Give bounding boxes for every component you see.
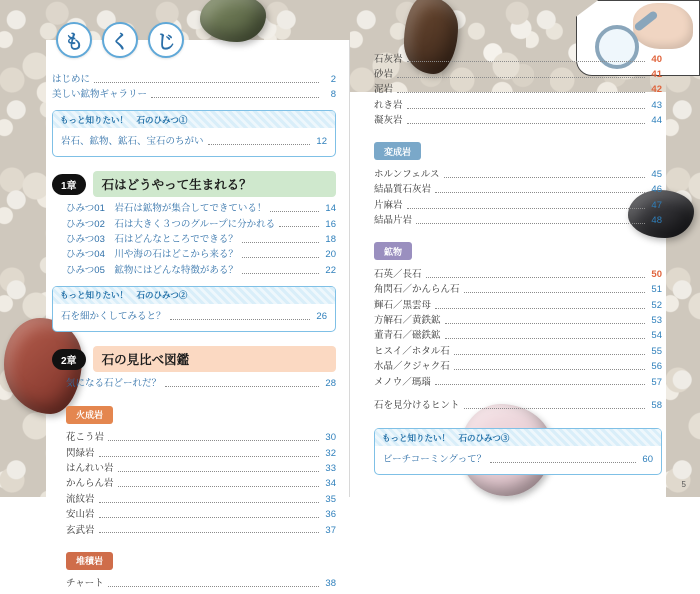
section-label-taiseki: 堆積岩 <box>66 552 113 570</box>
toc-entry[interactable] <box>374 377 662 389</box>
toc-entry[interactable] <box>374 330 662 342</box>
leader-dots <box>397 77 645 78</box>
leader-dots <box>490 462 636 463</box>
toc-entry-page: 50 <box>651 268 662 280</box>
toc-entry[interactable] <box>66 249 336 261</box>
toc-entry[interactable] <box>66 234 336 246</box>
leader-dots <box>426 277 645 278</box>
toc-entry-label: 安山岩 <box>66 509 95 521</box>
toc-entry-label: ビーチコーミングって？ <box>383 453 487 465</box>
toc-entry-page: 53 <box>651 315 662 326</box>
leader-dots <box>99 532 319 533</box>
toc-entry-label: 花こう岩 <box>66 432 105 444</box>
leader-dots <box>165 386 319 387</box>
toc-entry-page: 44 <box>651 115 662 126</box>
toc-entry-label: メノウ／瑪瑙 <box>374 376 431 388</box>
leader-dots <box>454 354 645 355</box>
callout-box-himitsu-3 <box>374 428 662 475</box>
toc-entry-label: はじめに <box>52 74 91 85</box>
hint-entry-wrap <box>374 400 662 412</box>
toc-entry-label: 輝石／黒雲母 <box>374 299 432 311</box>
toc-entry[interactable] <box>374 115 662 127</box>
leader-dots <box>445 323 645 324</box>
left-page <box>0 0 350 590</box>
toc-entry[interactable] <box>52 89 336 101</box>
toc-entry-label: 美しい鉱物ギャラリー <box>52 89 148 101</box>
leader-dots <box>445 338 645 339</box>
toc-entry[interactable] <box>66 203 336 215</box>
toc-entry-label: 方解石／黄鉄鉱 <box>374 315 441 326</box>
toc-entry[interactable] <box>374 361 662 373</box>
toc-entry[interactable] <box>66 578 336 590</box>
leader-dots <box>397 92 645 93</box>
chapter-1-entries <box>52 203 336 276</box>
toc-entry-page: 32 <box>325 447 336 459</box>
leader-dots <box>464 408 645 409</box>
toc-entry[interactable] <box>374 100 662 112</box>
toc-entry-page: 38 <box>325 578 336 590</box>
toc-entry-page: 18 <box>325 233 336 245</box>
leader-dots <box>242 257 319 258</box>
toc-entry-label: 片麻岩 <box>374 199 403 211</box>
toc-entry-label: 結晶片岩 <box>374 215 413 226</box>
toc-entry-page: 22 <box>325 264 336 276</box>
toc-entry[interactable] <box>66 494 336 506</box>
toc-entry-label: チャート <box>66 578 104 590</box>
toc-entry-page: 34 <box>325 478 336 490</box>
toc-entry[interactable] <box>66 378 336 390</box>
toc-entry[interactable] <box>374 346 662 358</box>
toc-entry-label: かんらん岩 <box>66 478 114 490</box>
leader-dots <box>407 108 645 109</box>
toc-entry[interactable] <box>66 478 336 490</box>
section-label-koubutsu: 鉱物 <box>374 242 412 260</box>
toc-entry-label: 董青石／磁鉄鉱 <box>374 330 441 342</box>
toc-entry[interactable] <box>66 463 336 475</box>
toc-entry-page: 14 <box>325 203 336 215</box>
chapter-1-badge: 1章 <box>52 174 86 195</box>
toc-entry-page: 52 <box>651 299 662 311</box>
toc-entry[interactable] <box>66 509 336 521</box>
toc-entry-label: はんれい岩 <box>66 463 114 474</box>
toc-entry-page: 57 <box>651 376 662 388</box>
toc-entry-page: 60 <box>642 453 653 465</box>
toc-entry[interactable] <box>66 265 336 277</box>
toc-entry-label: 泥岩 <box>374 84 394 96</box>
section-hensei <box>374 130 662 227</box>
toc-group-intro <box>52 74 336 101</box>
chapter-2-header[interactable] <box>52 346 336 372</box>
leader-dots <box>108 440 319 441</box>
toc-entry[interactable] <box>61 311 327 323</box>
toc-entry-label: 石を細かくしてみると？ <box>61 311 166 322</box>
toc-entry-label: 角閃石／かんらん石 <box>374 284 460 296</box>
toc-entry-label: 石を見分けるヒント <box>374 400 460 412</box>
leader-dots <box>118 471 319 472</box>
section-label-hensei: 変成岩 <box>374 142 421 160</box>
callout-header: もっと知りたい！ 石のひみつ② <box>53 287 335 304</box>
chapter-2-badge: 2章 <box>52 349 86 370</box>
toc-entry-label: ひみつ04 川や海の石はどこから来る？ <box>66 249 238 261</box>
leader-dots <box>242 273 319 274</box>
leader-dots <box>435 384 645 385</box>
leader-dots <box>99 517 319 518</box>
leader-dots <box>118 486 319 487</box>
title-char-2: く <box>102 22 138 58</box>
toc-entry-label: 気になる石どーれだ？ <box>66 378 162 390</box>
page-title <box>56 22 336 58</box>
toc-entry[interactable] <box>383 454 653 466</box>
toc-entry-page: 54 <box>651 330 662 342</box>
toc-entry[interactable] <box>61 136 327 148</box>
toc-entry-page: 58 <box>651 400 662 412</box>
leader-dots <box>444 177 645 178</box>
toc-entry-label: ホルンフェルス <box>374 168 440 180</box>
toc-entry[interactable] <box>52 74 336 86</box>
leader-dots <box>208 144 310 145</box>
toc-entry-page: 37 <box>325 524 336 536</box>
toc-entry[interactable] <box>374 54 662 66</box>
chapter-2-title: 石の見比べ図鑑 <box>93 346 336 372</box>
toc-entry-label: ひみつ02 石は大きく３つのグループに分かれる <box>66 218 276 230</box>
toc-entry[interactable] <box>374 84 662 96</box>
title-char-3: じ <box>148 22 184 58</box>
section-koubutsu <box>374 230 662 388</box>
toc-entry-page: 51 <box>651 284 662 296</box>
leader-dots <box>464 292 645 293</box>
toc-entry[interactable] <box>66 448 336 460</box>
toc-entry-page: 55 <box>651 345 662 357</box>
callout-header: もっと知りたい！ 石のひみつ③ <box>375 429 661 446</box>
toc-entry-page: 35 <box>325 493 336 505</box>
toc-entry-label: 石英／長石 <box>374 268 422 280</box>
toc-entry[interactable] <box>66 219 336 231</box>
toc-entry[interactable] <box>66 432 336 444</box>
chapter-2-entries <box>52 378 336 390</box>
callout-box-himitsu-2 <box>52 286 336 333</box>
toc-entry-label: ヒスイ／ホタル石 <box>374 345 450 357</box>
page-number: 5 <box>681 480 686 489</box>
toc-entry-page: 40 <box>651 53 662 65</box>
section-taiseki <box>52 540 336 590</box>
leader-dots <box>242 242 319 243</box>
leader-dots <box>407 123 645 124</box>
toc-entry-page: 56 <box>651 361 662 373</box>
toc-entry-page: 45 <box>651 168 662 180</box>
callout-box-himitsu-1 <box>52 110 336 157</box>
right-page <box>350 0 700 497</box>
toc-entry[interactable] <box>374 215 662 227</box>
section-kasei <box>52 394 336 537</box>
toc-entry-page: 2 <box>330 74 336 85</box>
toc-entry-page: 46 <box>651 184 662 196</box>
toc-entry[interactable] <box>374 269 662 281</box>
toc-entry-label: ひみつ01 岩石は鉱物が集合してできている！ <box>66 203 267 215</box>
toc-entry-label: 結晶質石灰岩 <box>374 184 432 196</box>
toc-entry-page: 16 <box>325 218 336 230</box>
toc-entry-page: 43 <box>651 99 662 111</box>
toc-entry-page: 12 <box>316 135 327 147</box>
toc-entry[interactable] <box>374 184 662 196</box>
leader-dots <box>151 97 319 98</box>
leader-dots <box>454 369 645 370</box>
toc-entry-label: 流紋岩 <box>66 493 95 505</box>
left-toc <box>52 18 336 594</box>
toc-entry[interactable] <box>374 284 662 296</box>
toc-entry[interactable] <box>374 69 662 81</box>
toc-entry-label: 砂岩 <box>374 68 394 80</box>
toc-entry-page: 30 <box>325 432 336 444</box>
toc-entry-page: 8 <box>330 89 336 101</box>
leader-dots <box>99 502 319 503</box>
toc-entry[interactable] <box>374 200 662 212</box>
toc-entry[interactable] <box>374 169 662 181</box>
toc-entry-label: 岩石、鉱物、鉱石、宝石のちがい <box>61 135 204 147</box>
toc-entry[interactable] <box>374 315 662 327</box>
toc-entry[interactable] <box>66 525 336 537</box>
toc-entry-page: 28 <box>325 378 336 390</box>
leader-dots <box>407 208 645 209</box>
toc-entry-label: 水晶／クジャク石 <box>374 361 450 373</box>
chapter-1-title: 石はどうやって生まれる？ <box>93 171 336 197</box>
toc-entry-page: 26 <box>316 311 327 322</box>
leader-dots <box>279 226 319 227</box>
chapter-1-header[interactable] <box>52 171 336 197</box>
toc-entry-page: 41 <box>651 68 662 80</box>
gravel-texture-left <box>0 0 46 497</box>
leader-dots <box>435 308 645 309</box>
toc-entry-page: 33 <box>325 463 336 474</box>
toc-entry[interactable] <box>374 400 662 412</box>
section-label-kasei: 火成岩 <box>66 406 113 424</box>
leader-dots <box>94 82 319 83</box>
toc-entry-label: 凝灰岩 <box>374 115 403 126</box>
section-taiseki-continued <box>374 54 662 127</box>
callout-header: もっと知りたい！ 石のひみつ① <box>53 111 335 128</box>
leader-dots <box>435 192 645 193</box>
toc-entry-label: 石灰岩 <box>374 53 403 65</box>
toc-entry-label: 閃緑岩 <box>66 447 95 459</box>
leader-dots <box>99 456 319 457</box>
toc-entry-label: れき岩 <box>374 99 403 111</box>
toc-entry-label: 玄武岩 <box>66 524 95 536</box>
toc-entry-label: ひみつ03 石はどんなところでできる？ <box>66 233 238 245</box>
leader-dots <box>270 211 319 212</box>
title-char-1: も <box>56 22 92 58</box>
leader-dots <box>416 223 645 224</box>
leader-dots <box>170 319 310 320</box>
toc-entry-page: 36 <box>325 509 336 521</box>
toc-entry-page: 48 <box>651 215 662 226</box>
leader-dots <box>108 586 319 587</box>
right-toc <box>374 50 662 481</box>
toc-entry-page: 42 <box>651 84 662 96</box>
toc-entry-label: ひみつ05 鉱物にはどんな特徴がある？ <box>66 264 238 276</box>
toc-entry-page: 47 <box>651 199 662 211</box>
toc-entry[interactable] <box>374 300 662 312</box>
leader-dots <box>407 61 645 62</box>
toc-entry-page: 20 <box>325 249 336 261</box>
